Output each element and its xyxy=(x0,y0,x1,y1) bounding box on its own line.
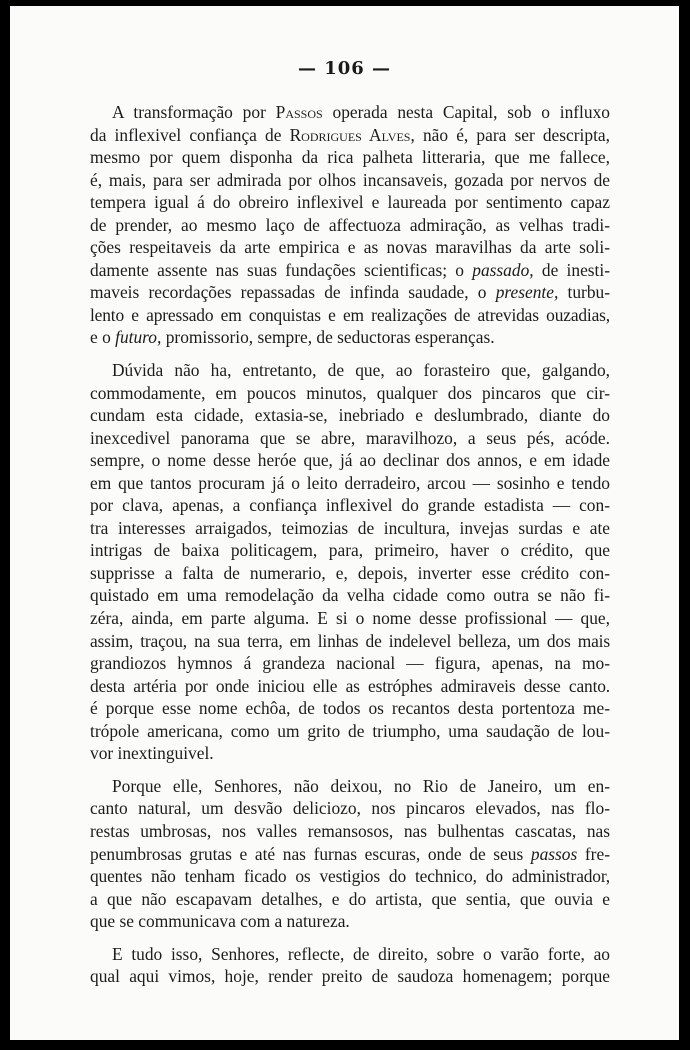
text-line: lento e apressado em conquistas e em realizações de atrevidas ouzadias, xyxy=(90,304,610,325)
text-line: tempera igual á do obreiro inflexivel e laureada por sentimento capaz xyxy=(90,192,610,213)
text-line: restas umbrosas, nos valles remansosos, nas bulhentas cascatas, nas xyxy=(90,820,610,841)
body-text xyxy=(90,101,610,988)
text-line: por clava, apenas, a confiança inflexivel do grande estadista — con- xyxy=(90,495,610,516)
text-line: tra interesses arraigados, teimozias de incultura, invejas surdas e ate xyxy=(90,517,610,538)
text-line: a que não escapavam detalhes, e do artista, que sentia, que ouvia e xyxy=(90,888,610,909)
paragraph xyxy=(90,775,610,933)
text-line: ções respeitaveis da arte empirica e as novas maravilhas da arte soli- xyxy=(90,237,610,258)
text-line: maveis recordações repassadas de infinda saudade, o presente, turbu- xyxy=(90,282,610,303)
text-line: grandiozos hymnos á grandeza nacional — figura, apenas, na mo- xyxy=(90,653,610,674)
text-line: intrigas de baixa politicagem, para, primeiro, haver o crédito, que xyxy=(90,540,610,561)
text-line: Porque elle, Senhores, não deixou, no Rio de Janeiro, um en- xyxy=(112,775,610,796)
text-line: desta artéria por onde iniciou elle as estróphes admiraveis desse canto. xyxy=(90,675,610,696)
paragraph xyxy=(90,101,610,349)
page-number: — 106 — xyxy=(297,58,392,79)
text-line: de prender, ao mesmo laço de affectuoza admiração, as velhas tradi- xyxy=(90,214,610,235)
text-line: em que tantos procuram já o leito derradeiro, arcou — sosinho e tendo xyxy=(90,472,610,493)
text-line: canto natural, um desvão deliciozo, nos pincaros elevados, nas flo- xyxy=(90,798,610,819)
text-line: da inflexivel confiança de Rodrigues Alves, não é, para ser descripta, xyxy=(90,124,610,145)
text-line: penumbrosas grutas e até nas furnas escuras, onde de seus passos fre- xyxy=(90,843,610,864)
paragraph xyxy=(90,943,610,988)
text-line: que se communicava com a natureza. xyxy=(90,911,350,932)
paragraph xyxy=(90,359,610,765)
text-line: e o futuro, promissorio, sempre, de seductoras esperanças. xyxy=(90,327,495,348)
text-line: zéra, ainda, em parte alguma. E si o nome desse profissional — que, xyxy=(90,608,610,629)
text-line: qual aqui vimos, hoje, render preito de saudoza homenagem; porque xyxy=(90,966,610,987)
text-line: mesmo por quem disponha da rica palheta litteraria, que me fallece, xyxy=(90,147,610,168)
text-line: E tudo isso, Senhores, reflecte, de direito, sobre o varão forte, ao xyxy=(112,943,610,964)
text-line: quentes não tenham ficado os vestigios do technico, do administrador, xyxy=(90,866,610,887)
text-line: commodamente, em poucos minutos, qualquer dos pincaros que cir- xyxy=(90,382,610,403)
text-line: é, mais, para ser admirada por olhos incansaveis, gozada por nervos de xyxy=(90,169,610,190)
text-line: quistado em uma remodelação da velha cidade como outra se não fi- xyxy=(90,585,610,606)
text-line: vor inextinguivel. xyxy=(90,743,214,764)
text-line: damente assente nas suas fundações scientificas; o passado, de inesti- xyxy=(90,259,611,280)
text-line: é porque esse nome echôa, de todos os recantos desta portentoza me- xyxy=(90,698,610,719)
text-line: cundam esta cidade, extasia-se, inebriado e deslumbrado, diante do xyxy=(90,405,610,426)
text-line: assim, traçou, na sua terra, em linhas de indelevel belleza, um dos mais xyxy=(90,630,610,651)
text-line: trópole americana, como um grito de triumpho, uma saudação de lou- xyxy=(90,720,610,741)
text-line: sempre, o nome desse heróe que, já ao declinar dos annos, e em idade xyxy=(90,450,610,471)
text-line: supprisse a falta de numerario, e, depois, inverter esse crédito con- xyxy=(90,562,610,583)
text-line: inexcedivel panorama que se abre, maravilhozo, a seus pés, acóde. xyxy=(90,427,610,448)
book-page xyxy=(10,6,679,1040)
text-line: Dúvida não ha, entretanto, de que, ao forasteiro que, galgando, xyxy=(112,360,610,381)
text-line: A transformação por Passos operada nesta Capital, sob o influxo xyxy=(112,102,610,122)
